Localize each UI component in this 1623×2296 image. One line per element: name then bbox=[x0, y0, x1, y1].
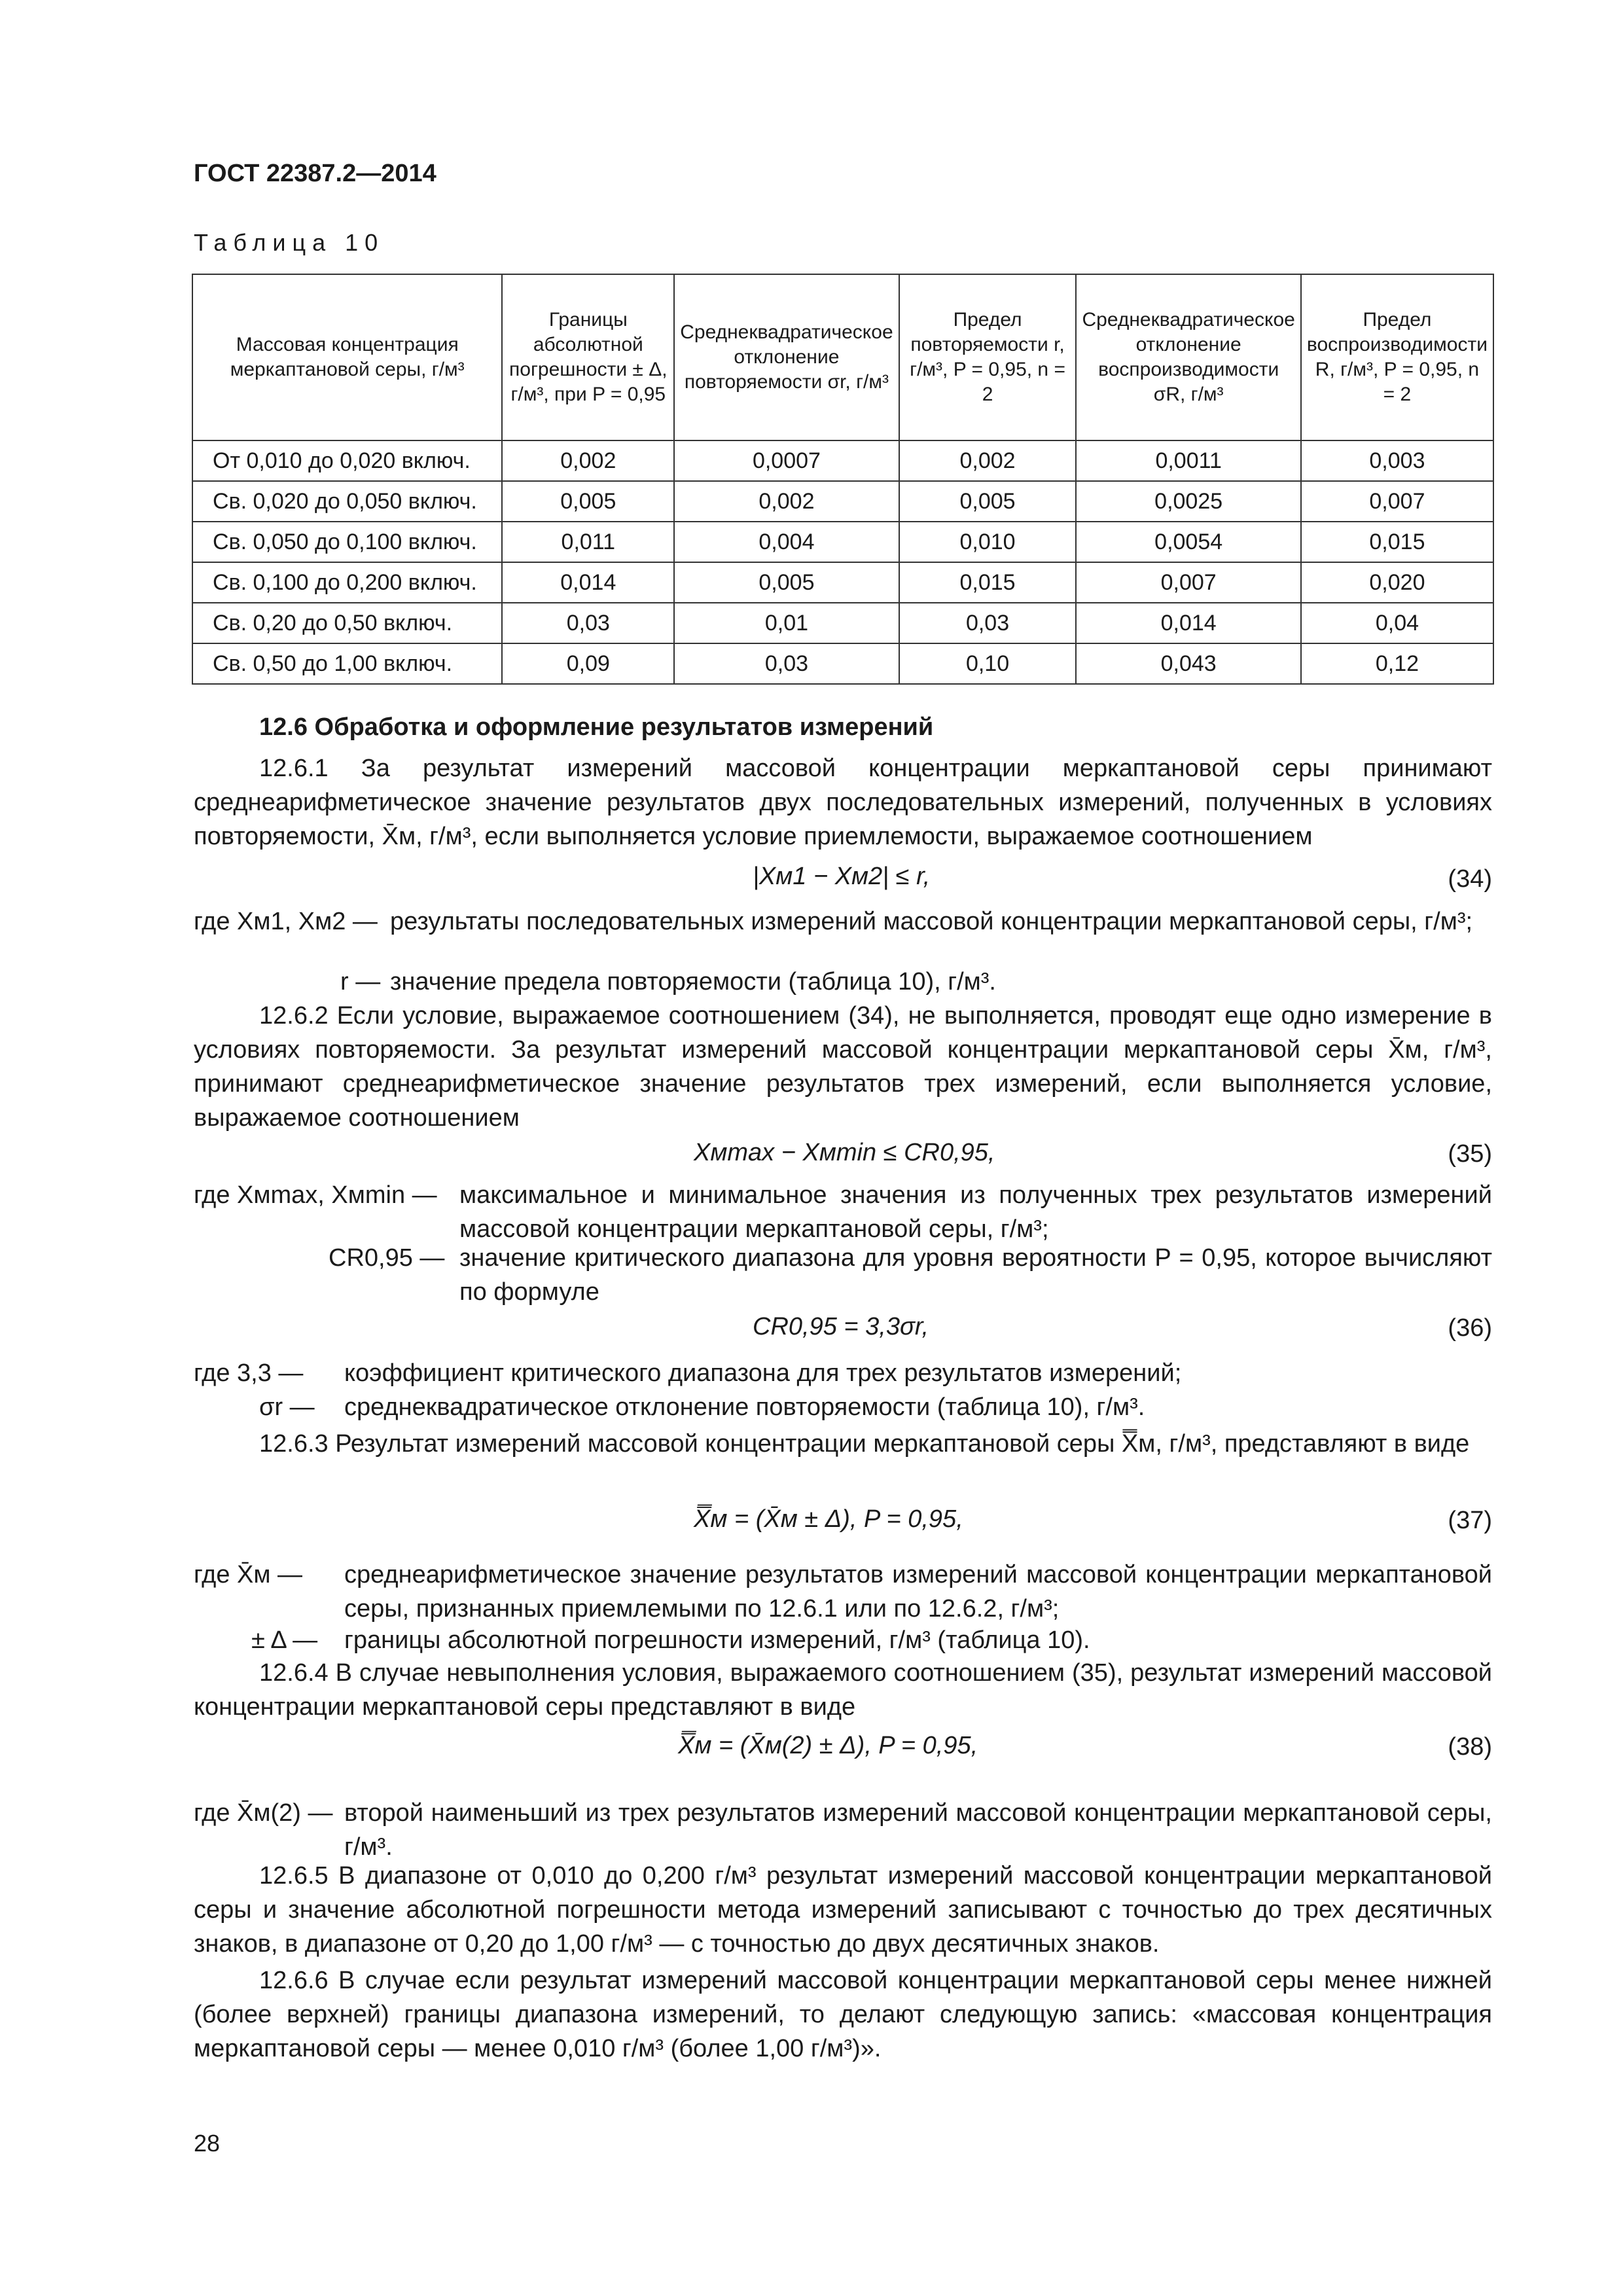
table-cell-value: 0,003 bbox=[1301, 440, 1493, 481]
table-cell-value: 0,03 bbox=[899, 603, 1077, 643]
section-title: 12.6 Обработка и оформление результатов измерений bbox=[259, 713, 934, 741]
paragraph-12-6-2: 12.6.2 Если условие, выражаемое соотношением (34), не выполняется, проводят еще одно измерение в условиях повторяемости. За результат измерений массовой концентрации меркаптановой серы X̄м, г/м³, принимают среднеарифметическое значение результатов трех измерений, если выполняется условие, выражаемое соотношением bbox=[194, 1002, 1492, 1132]
equation-35: Xмmax − Xмmin ≤ CR0,95, bbox=[694, 1139, 995, 1166]
equation-number: (34) bbox=[1448, 865, 1492, 893]
table-cell-value: 0,007 bbox=[1076, 562, 1300, 603]
table-header-cell: Среднеквадратическое отклонение воспроизводимости σR, г/м³ bbox=[1076, 274, 1300, 440]
where-label: где X̄м(2) — bbox=[194, 1799, 333, 1827]
where-label: σr — bbox=[259, 1393, 315, 1421]
where-label: где Xмmax, Xмmin — bbox=[194, 1181, 437, 1209]
paragraph-12-6-6: 12.6.6 В случае если результат измерений массовой концентрации меркаптановой серы менее нижней (более верхней) границы диапазона измерений, то делают следующую запись: «массовая концентрация меркаптановой серы — менее 0,010 г/м³ (более 1,00 г/м³)». bbox=[194, 1967, 1492, 2062]
where-text: максимальное и минимальное значения из полученных трех результатов измерений массовой концентрации меркаптановой серы, г/м³; bbox=[459, 1181, 1492, 1243]
table-cell-value: 0,002 bbox=[674, 481, 899, 522]
table-row bbox=[192, 562, 1493, 603]
table-cell-value: 0,043 bbox=[1076, 643, 1300, 684]
where-label: где Xм1, Xм2 — bbox=[194, 908, 378, 935]
table-cell-value: 0,04 bbox=[1301, 603, 1493, 643]
table-10 bbox=[192, 274, 1494, 685]
table-cell-value: 0,015 bbox=[1301, 522, 1493, 562]
table-cell-value: 0,0011 bbox=[1076, 440, 1300, 481]
table-cell-range: Св. 0,50 до 1,00 включ. bbox=[192, 643, 502, 684]
where-text: второй наименьший из трех результатов измерений массовой концентрации меркаптановой серы, г/м³. bbox=[344, 1799, 1492, 1861]
document-header: ГОСТ 22387.2—2014 bbox=[194, 160, 437, 187]
table-row bbox=[192, 643, 1493, 684]
where-text: результаты последовательных измерений массовой концентрации меркаптановой серы, г/м³; bbox=[390, 908, 1473, 935]
where-label: где X̄м — bbox=[194, 1561, 303, 1588]
where-text: среднеквадратическое отклонение повторяемости (таблица 10), г/м³. bbox=[344, 1393, 1145, 1421]
table-cell-value: 0,014 bbox=[1076, 603, 1300, 643]
table-cell-range: Св. 0,20 до 0,50 включ. bbox=[192, 603, 502, 643]
table-header-cell: Границы абсолютной погрешности ± Δ, г/м³, при P = 0,95 bbox=[502, 274, 674, 440]
where-label: r — bbox=[340, 968, 381, 996]
where-text: значение критического диапазона для уровня вероятности P = 0,95, которое вычисляют по формуле bbox=[459, 1244, 1492, 1306]
table-header-cell: Массовая концентрация меркаптановой серы, г/м³ bbox=[192, 274, 502, 440]
paragraph-12-6-5: 12.6.5 В диапазоне от 0,010 до 0,200 г/м³ результат измерений массовой концентрации меркаптановой серы и значение абсолютной погрешности метода измерений записывают с точностью до трех десятичных знаков, в диапазоне от 0,20 до 1,00 г/м³ — с точностью до двух десятичных знаков. bbox=[194, 1862, 1492, 1958]
paragraph-12-6-4: 12.6.4 В случае невыполнения условия, выражаемого соотношением (35), результат измерений массовой концентрации меркаптановой серы представляют в виде bbox=[194, 1659, 1492, 1721]
table-cell-value: 0,0054 bbox=[1076, 522, 1300, 562]
table-cell-value: 0,10 bbox=[899, 643, 1077, 684]
table-caption: Таблица 10 bbox=[194, 229, 385, 256]
table-cell-range: Св. 0,050 до 0,100 включ. bbox=[192, 522, 502, 562]
table-cell-value: 0,005 bbox=[674, 562, 899, 603]
equation-number: (35) bbox=[1448, 1140, 1492, 1168]
where-text: границы абсолютной погрешности измерений, г/м³ (таблица 10). bbox=[344, 1626, 1090, 1654]
table-cell-value: 0,004 bbox=[674, 522, 899, 562]
table-cell-value: 0,12 bbox=[1301, 643, 1493, 684]
equation-34: |Xм1 − Xм2| ≤ r, bbox=[753, 863, 931, 890]
table-header-cell: Предел воспроизводимости R, г/м³, P = 0,95, n = 2 bbox=[1301, 274, 1493, 440]
table-cell-value: 0,0025 bbox=[1076, 481, 1300, 522]
table-header-row bbox=[192, 274, 1493, 440]
table-row bbox=[192, 522, 1493, 562]
equation-36: CR0,95 = 3,3σr, bbox=[753, 1313, 929, 1340]
equation-number: (37) bbox=[1448, 1507, 1492, 1534]
table-cell-value: 0,005 bbox=[899, 481, 1077, 522]
paragraph-12-6-3: 12.6.3 Результат измерений массовой концентрации меркаптановой серы X̿м, г/м³, представляют в виде bbox=[259, 1430, 1470, 1458]
table-row bbox=[192, 481, 1493, 522]
equation-number: (38) bbox=[1448, 1733, 1492, 1761]
where-text: значение предела повторяемости (таблица 10), г/м³. bbox=[390, 968, 996, 996]
page-number: 28 bbox=[194, 2130, 221, 2157]
table-cell-value: 0,002 bbox=[502, 440, 674, 481]
equation-number: (36) bbox=[1448, 1314, 1492, 1342]
equation-38: X̿м = (X̄м(2) ± Δ), P = 0,95, bbox=[678, 1732, 978, 1759]
where-label: где 3,3 — bbox=[194, 1359, 304, 1387]
table-cell-value: 0,03 bbox=[502, 603, 674, 643]
table-cell-value: 0,020 bbox=[1301, 562, 1493, 603]
table-cell-value: 0,03 bbox=[674, 643, 899, 684]
table-cell-value: 0,01 bbox=[674, 603, 899, 643]
table-cell-value: 0,005 bbox=[502, 481, 674, 522]
table-cell-value: 0,011 bbox=[502, 522, 674, 562]
table-cell-value: 0,09 bbox=[502, 643, 674, 684]
table-cell-value: 0,014 bbox=[502, 562, 674, 603]
table-row bbox=[192, 440, 1493, 481]
table-cell-value: 0,010 bbox=[899, 522, 1077, 562]
table-cell-range: Св. 0,100 до 0,200 включ. bbox=[192, 562, 502, 603]
table-header-cell: Среднеквадратическое отклонение повторяемости σr, г/м³ bbox=[674, 274, 899, 440]
where-text: среднеарифметическое значение результатов измерений массовой концентрации меркаптановой серы, признанных приемлемыми по 12.6.1 или по 12.6.2, г/м³; bbox=[344, 1561, 1492, 1623]
equation-37: X̿м = (X̄м ± Δ), P = 0,95, bbox=[694, 1505, 963, 1533]
table-cell-value: 0,015 bbox=[899, 562, 1077, 603]
where-label: ± Δ — bbox=[251, 1626, 318, 1654]
table-header-cell: Предел повторяемости r, г/м³, P = 0,95, n = 2 bbox=[899, 274, 1077, 440]
table-row bbox=[192, 603, 1493, 643]
where-label: CR0,95 — bbox=[329, 1244, 445, 1272]
table-cell-value: 0,007 bbox=[1301, 481, 1493, 522]
table-cell-range: От 0,010 до 0,020 включ. bbox=[192, 440, 502, 481]
table-cell-range: Св. 0,020 до 0,050 включ. bbox=[192, 481, 502, 522]
table-cell-value: 0,0007 bbox=[674, 440, 899, 481]
paragraph-12-6-1: 12.6.1 За результат измерений массовой концентрации меркаптановой серы принимают среднеарифметическое значение результатов двух последовательных измерений, полученных в условиях повторяемости, X̄м, г/м³, если выполняется условие приемлемости, выражаемое соотношением bbox=[194, 755, 1492, 850]
where-text: коэффициент критического диапазона для трех результатов измерений; bbox=[344, 1359, 1182, 1387]
table-cell-value: 0,002 bbox=[899, 440, 1077, 481]
